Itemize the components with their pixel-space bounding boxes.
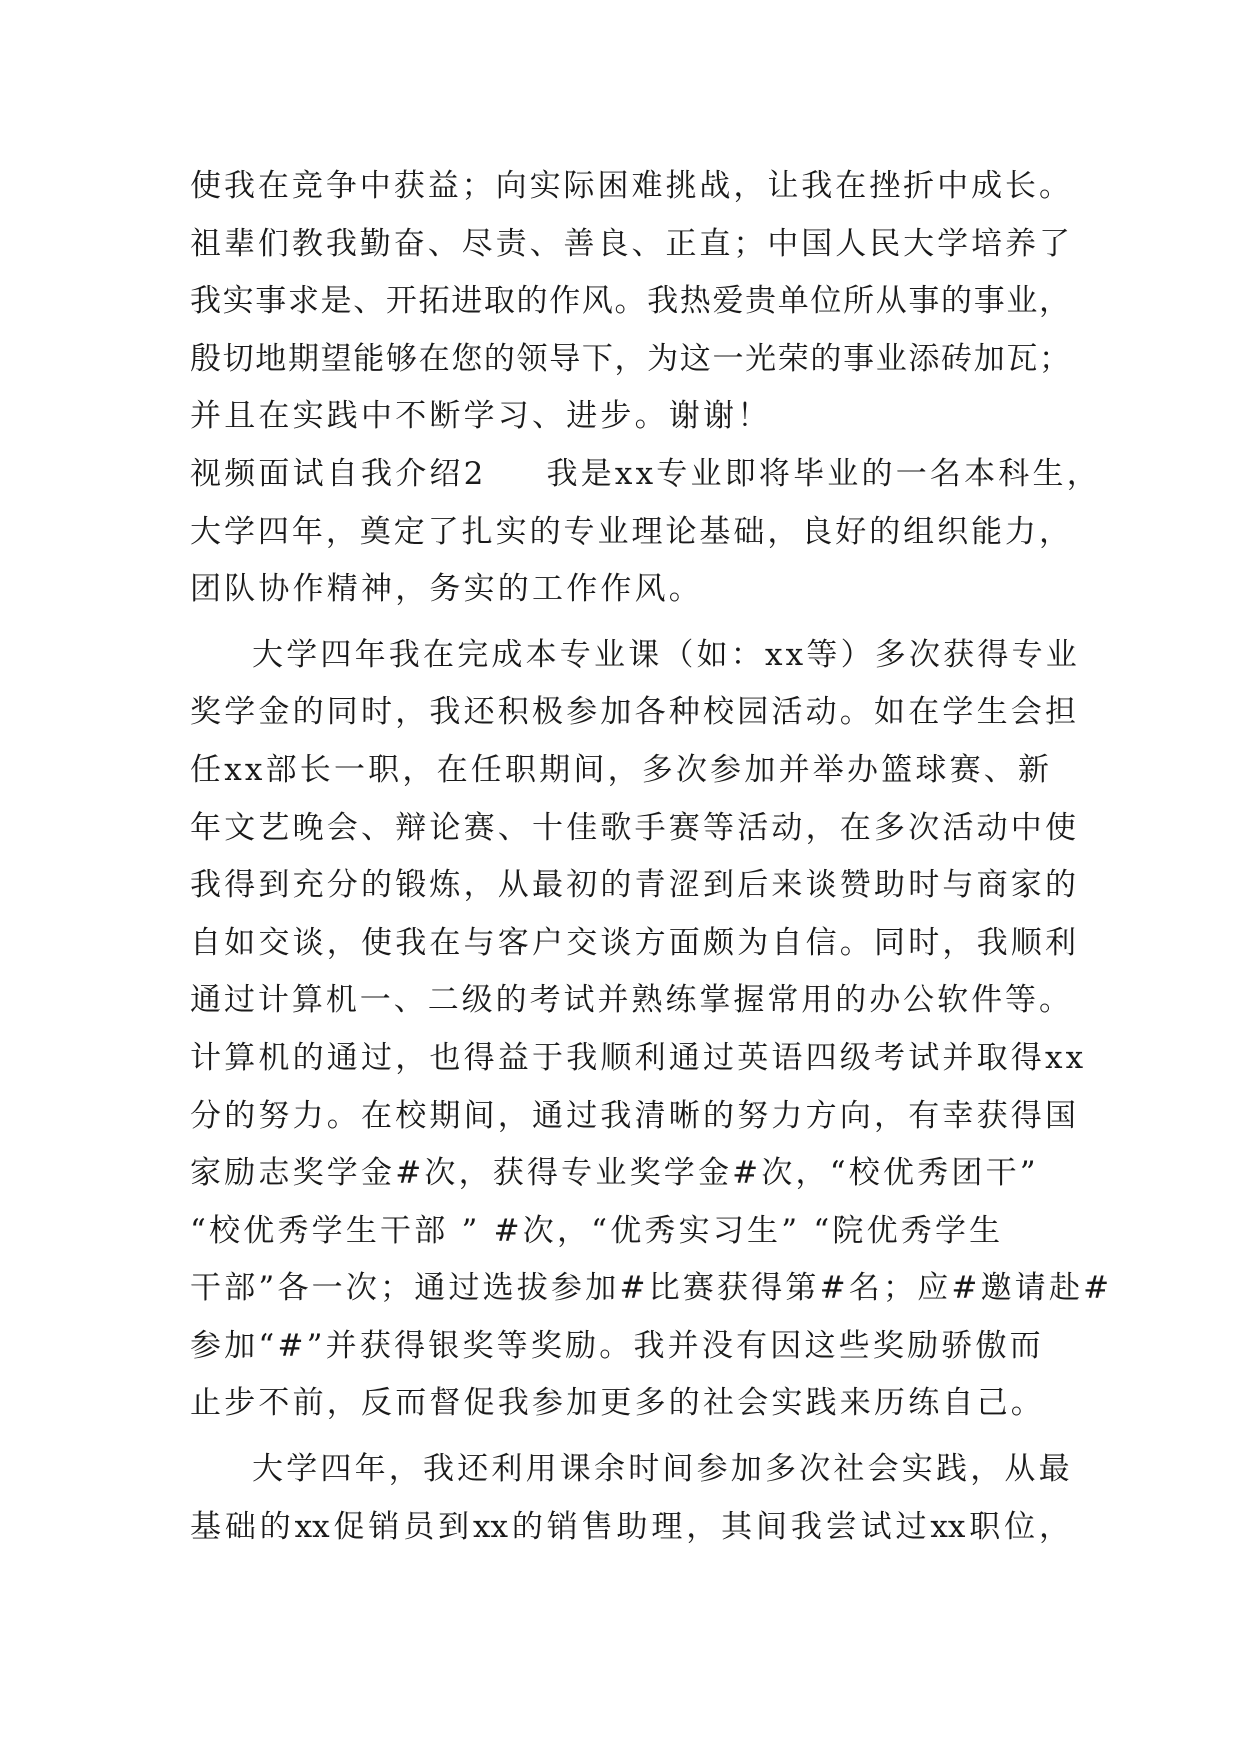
heading-line [190, 446, 1101, 504]
closing-paragraph [190, 158, 1070, 446]
intro-sentence-start: 我是xx专业即将毕业的一名本科生， [546, 455, 1101, 492]
text-line: 计算机的通过，也得益于我顺利通过英语四级考试并取得xx [190, 1039, 1087, 1076]
text-line: 通过计算机一、二级的考试并熟练掌握常用的办公软件等。 [190, 982, 1070, 1019]
text-line: 殷切地期望能够在您的领导下，为这一光荣的事业添砖加瓦； [190, 340, 1070, 377]
text-line: 参加“#”并获得银奖等奖励。我并没有因这些奖励骄傲而 [190, 1327, 1044, 1364]
achievements-paragraph [190, 627, 1113, 1433]
text-line: 我实事求是、开拓进取的作风。我热爱贵单位所从事的事业， [190, 283, 1070, 320]
document-body [190, 158, 1113, 1556]
text-line: 家励志奖学金#次，获得专业奖学金#次，“校优秀团干” [190, 1155, 1039, 1192]
text-line: 祖辈们教我勤奋、尽责、善良、正直；中国人民大学培养了 [190, 225, 1070, 262]
text-line: 自如交谈，使我在与客户交谈方面颇为自信。同时，我顺利 [190, 924, 1080, 961]
section-heading: 视频面试自我介绍2 [190, 455, 487, 492]
text-line: 我得到充分的锻炼，从最初的青涩到后来谈赞助时与商家的 [190, 867, 1080, 904]
text-line: 并且在实践中不断学习、进步。谢谢！ [190, 398, 772, 435]
text-line: 基础的xx促销员到xx的销售助理，其间我尝试过xx职位， [190, 1508, 1070, 1545]
text-line: 分的努力。在校期间，通过我清晰的努力方向，有幸获得国 [190, 1097, 1080, 1134]
text-line: 大学四年，奠定了扎实的专业理论基础，良好的组织能力， [190, 513, 1070, 550]
text-line: 年文艺晚会、辩论赛、十佳歌手赛等活动，在多次活动中使 [190, 809, 1080, 846]
practice-paragraph [190, 1441, 1073, 1556]
text-line: 止步不前，反而督促我参加更多的社会实践来历练自己。 [190, 1385, 1045, 1422]
text-line: 团队协作精神，务实的工作作风。 [190, 571, 703, 608]
text-line: 任xx部长一职，在任职期间，多次参加并举办篮球赛、新 [190, 751, 1053, 788]
text-line: 大学四年我在完成本专业课（如：xx等）多次获得专业 [252, 636, 1080, 673]
text-line: 奖学金的同时，我还积极参加各种校园活动。如在学生会担 [190, 694, 1080, 731]
text-line: 大学四年，我还利用课余时间参加多次社会实践，从最 [252, 1451, 1073, 1488]
text-line: 使我在竞争中获益；向实际困难挑战，让我在挫折中成长。 [190, 168, 1070, 204]
text-line: “校优秀学生干部 ” #次，“优秀实习生” “院优秀学生 [190, 1212, 1004, 1249]
text-line: 干部”各一次；通过选拔参加#比赛获得第#名；应#邀请赴# [190, 1270, 1113, 1307]
intro-paragraph [190, 446, 1101, 619]
